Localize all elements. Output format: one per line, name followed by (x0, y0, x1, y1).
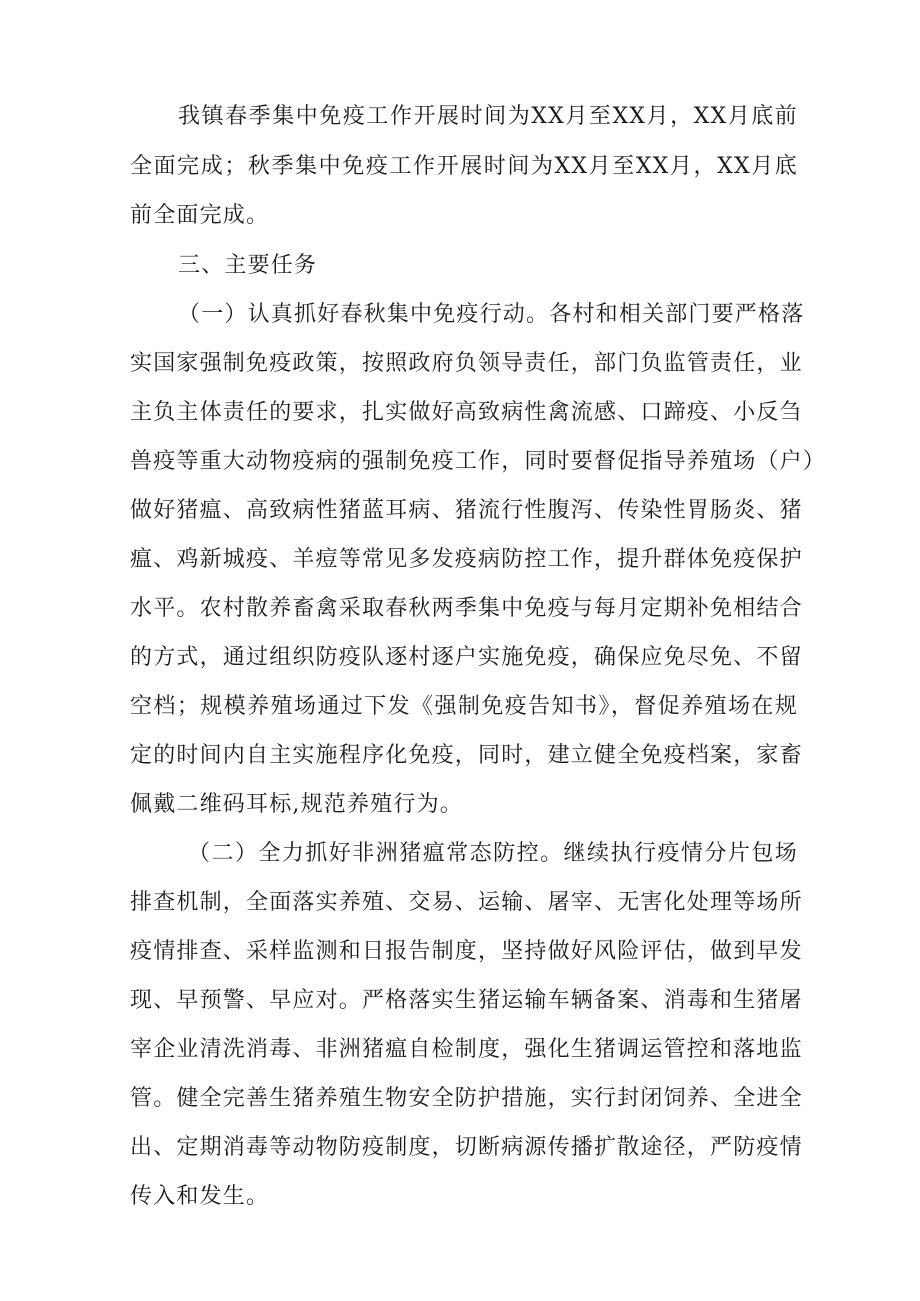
paragraph-line: 宰企业清洗消毒、非洲猪瘟自检制度，强化生猪调运管控和落地监 (130, 1037, 803, 1062)
paragraph-line: 疫情排查、采样监测和日报告制度，坚持做好风险评估，做到早发 (130, 939, 803, 964)
paragraph-line: 排查机制，全面落实养殖、交易、运输、屠宰、无害化处理等场所 (130, 890, 803, 915)
paragraph-line: （二）全力抓好非洲猪瘟常态防控。继续执行疫情分片包场 (188, 841, 798, 866)
paragraph-line: 定的时间内自主实施程序化免疫，同时，建立健全免疫档案，家畜 (130, 743, 803, 768)
paragraph-line: 的方式，通过组织防疫队逐村逐户实施免疫，确保应免尽免、不留 (130, 645, 803, 670)
paragraph-line: 主负主体责任的要求，扎实做好高致病性禽流感、口蹄疫、小反刍 (130, 400, 803, 425)
paragraph-line: 传入和发生。 (130, 1184, 270, 1209)
paragraph-line: 佩戴二维码耳标,规范养殖行为。 (130, 792, 463, 817)
paragraph-line: 实国家强制免疫政策，按照政府负领导责任，部门负监管责任，业 (130, 351, 803, 376)
paragraph-line: 做好猪瘟、高致病性猪蓝耳病、猪流行性腹泻、传染性胃肠炎、猪 (130, 498, 803, 523)
paragraph-line: 管。健全完善生猪养殖生物安全防护措施，实行封闭饲养、全进全 (130, 1086, 803, 1111)
paragraph-line: 兽疫等重大动物疫病的强制免疫工作，同时要督促指导养殖场（户） (130, 449, 827, 474)
paragraph-line: 空档；规模养殖场通过下发《强制免疫告知书》，督促养殖场在规 (130, 694, 798, 719)
paragraph-line: 前全面完成。 (130, 203, 270, 228)
paragraph-line: （一）认真抓好春秋集中免疫行动。各村和相关部门要严格落 (178, 302, 805, 327)
paragraph-line: 我镇春季集中免疫工作开展时间为XX月至XX月，XX月底前 (178, 104, 798, 129)
paragraph-line: 出、定期消毒等动物防疫制度，切断病源传播扩散途径，严防疫情 (130, 1135, 803, 1160)
section-heading: 三、主要任务 (178, 253, 318, 278)
paragraph-line: 现、早预警、早应对。严格落实生猪运输车辆备案、消毒和生猪屠 (130, 988, 803, 1013)
paragraph-line: 瘟、鸡新城疫、羊痘等常见多发疫病防控工作，提升群体免疫保护 (130, 547, 803, 572)
paragraph-line: 水平。农村散养畜禽采取春秋两季集中免疫与每月定期补免相结合 (130, 596, 803, 621)
paragraph-line: 全面完成；秋季集中免疫工作开展时间为XX月至XX月，XX月底 (130, 154, 798, 179)
